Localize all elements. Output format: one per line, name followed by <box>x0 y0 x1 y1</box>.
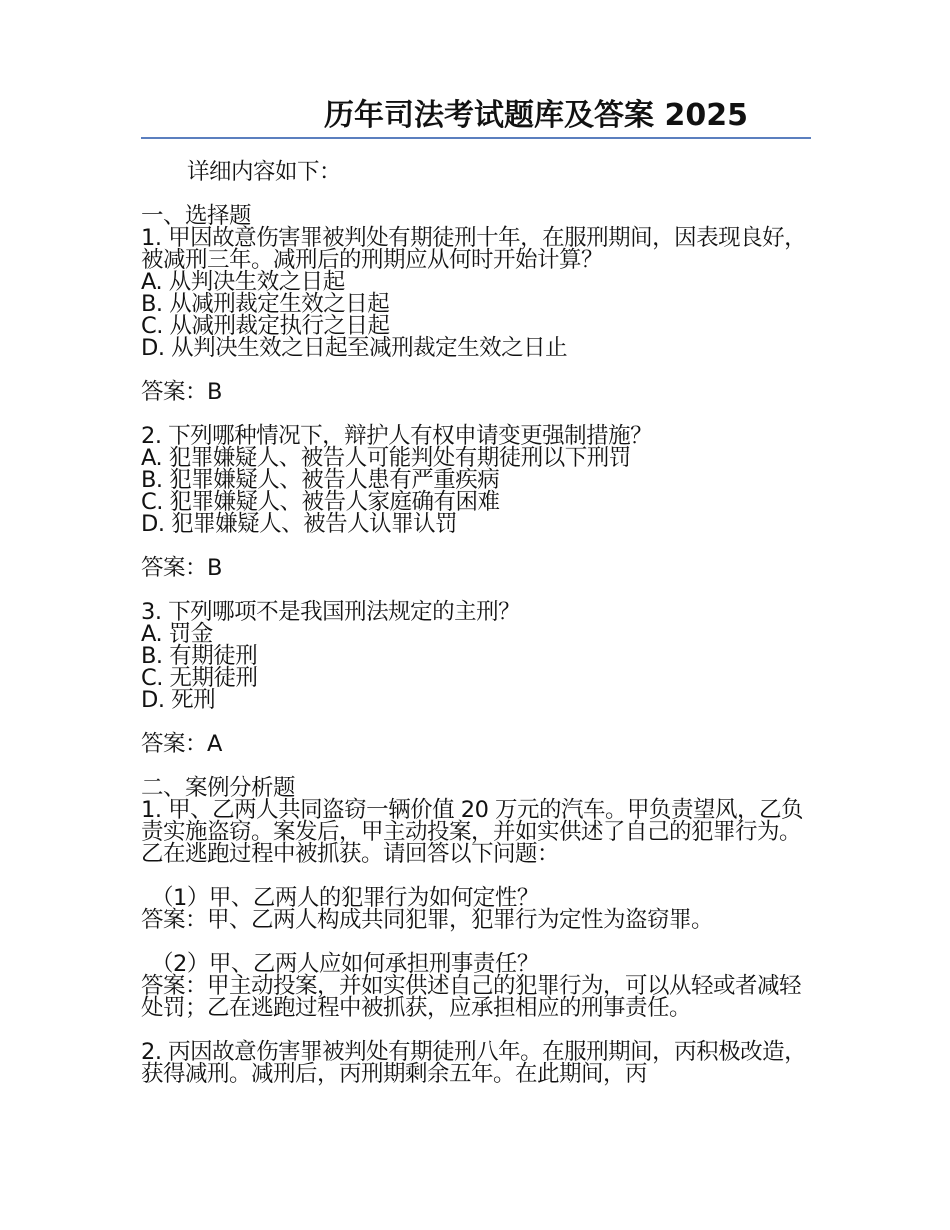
document-title: 历年司法考试题库及答案 2025 <box>324 98 748 133</box>
question-1-option-d: D. 从判决生效之日起至减刑裁定生效之日止 <box>141 335 568 361</box>
question-2-option-c: C. 犯罪嫌疑人、被告人家庭确有困难 <box>141 489 500 515</box>
case-1-answer-2: 答案：甲主动投案，并如实供述自己的犯罪行为，可以从轻或者减轻处罚；乙在逃跑过程中被抓获，应承担相应的刑事责任。 <box>141 973 802 1021</box>
title-underline <box>141 137 811 139</box>
question-2-option-b: B. 犯罪嫌疑人、被告人患有严重疾病 <box>141 467 500 493</box>
question-1-answer: 答案：B <box>141 379 222 405</box>
question-1-option-b: B. 从减刑裁定生效之日起 <box>141 291 390 317</box>
document-page <box>141 96 811 1085</box>
question-2-answer: 答案：B <box>141 555 222 581</box>
case-2-stem: 2. 丙因故意伤害罪被判处有期徒刑八年。在服刑期间，丙积极改造，获得减刑。减刑后，丙刑期剩余五年。在此期间，丙 <box>141 1039 807 1087</box>
question-2-stem: 2. 下列哪种情况下，辩护人有权申请变更强制措施？ <box>141 423 653 449</box>
case-1-question-2: （2）甲、乙两人应如何承担刑事责任？ <box>151 951 539 977</box>
case-1-question-1: （1）甲、乙两人的犯罪行为如何定性？ <box>151 885 539 911</box>
question-3-option-c: C. 无期徒刑 <box>141 665 258 691</box>
question-3-answer: 答案：A <box>141 731 222 757</box>
question-2-option-a: A. 犯罪嫌疑人、被告人可能判处有期徒刑以下刑罚 <box>141 445 631 471</box>
question-1-option-c: C. 从减刑裁定执行之日起 <box>141 313 390 339</box>
case-1-answer-1: 答案：甲、乙两人构成共同犯罪，犯罪行为定性为盗窃罪。 <box>141 907 714 933</box>
question-3-option-a: A. 罚金 <box>141 621 213 647</box>
section1-heading: 一、选择题 <box>141 203 252 229</box>
question-3-option-d: D. 死刑 <box>141 687 216 713</box>
section2-heading: 二、案例分析题 <box>141 775 296 801</box>
question-3-option-b: B. 有期徒刑 <box>141 643 258 669</box>
question-2-option-d: D. 犯罪嫌疑人、被告人认罪认罚 <box>141 511 458 537</box>
intro-text: 详细内容如下： <box>187 159 342 185</box>
question-3-stem: 3. 下列哪项不是我国刑法规定的主刑？ <box>141 599 521 625</box>
question-1-option-a: A. 从判决生效之日起 <box>141 269 345 295</box>
case-1-stem: 1. 甲、乙两人共同盗窃一辆价值 20 万元的汽车。甲负责望风，乙负责实施盗窃。案发后，甲主动投案，并如实供述了自己的犯罪行为。乙在逃跑过程中被抓获。请回答以下问题： <box>141 797 804 867</box>
question-1-stem: 1. 甲因故意伤害罪被判处有期徒刑十年，在服刑期间，因表现良好，被减刑三年。减刑后的刑期应从何时开始计算？ <box>141 225 807 273</box>
